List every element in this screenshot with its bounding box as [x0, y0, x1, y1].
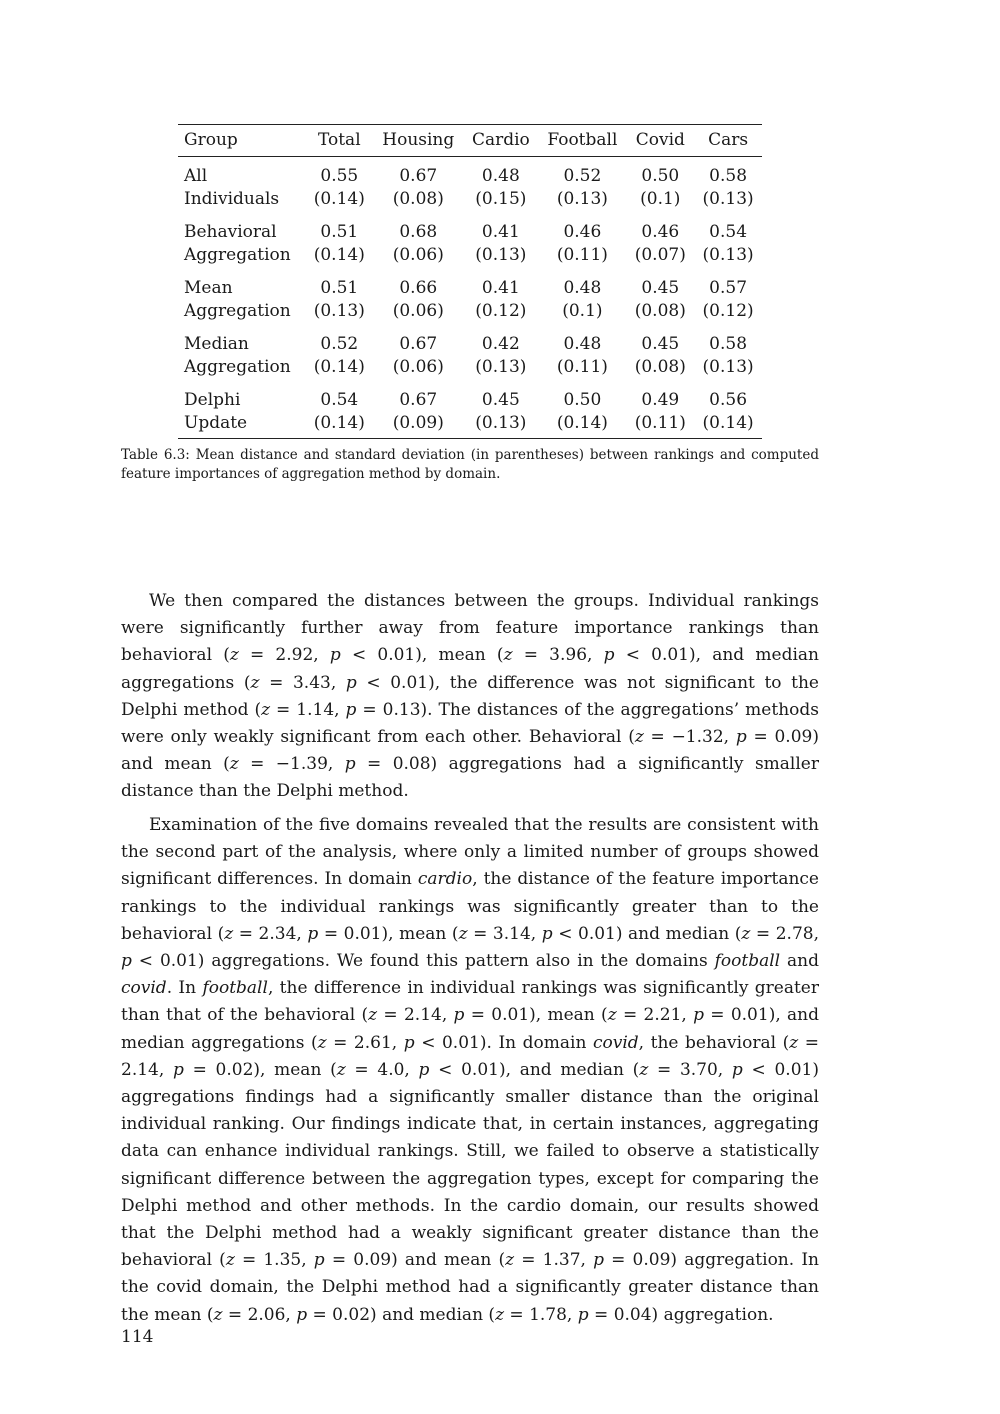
- text-run: = 2.78,: [750, 923, 819, 944]
- sd-cell: (0.12): [475, 301, 527, 321]
- italic-term: p: [121, 951, 132, 972]
- table-group: [178, 157, 762, 214]
- text-run: < 0.01) aggregations. We found this pattern also in the domains: [131, 951, 715, 972]
- text-run: = 0.02) and median (: [307, 1304, 496, 1325]
- mean-cell: 0.54: [709, 222, 748, 242]
- text-run: < 0.01). In domain: [414, 1032, 593, 1053]
- italic-term: z: [225, 1250, 235, 1271]
- italic-term: p: [541, 923, 553, 944]
- text-run: = 3.14,: [467, 923, 542, 944]
- table-row: [178, 381, 762, 412]
- row-label: Delphi: [184, 390, 241, 410]
- italic-term: p: [345, 672, 357, 693]
- sd-cell: (0.13): [702, 357, 754, 377]
- sd-cell: (0.08): [634, 357, 686, 377]
- sd-cell: (0.06): [392, 245, 444, 265]
- italic-term: p: [329, 645, 341, 666]
- text-run: = 2.06,: [222, 1304, 297, 1325]
- mean-cell: 0.57: [709, 278, 748, 298]
- text-run: < 0.01), mean (: [340, 645, 504, 666]
- mean-cell: 0.42: [481, 334, 520, 354]
- italic-term: z: [789, 1032, 799, 1053]
- sd-cell: (0.06): [392, 301, 444, 321]
- text-run: , the difference in individual rankings was significantly greater than that of the behavioral (: [121, 978, 819, 1026]
- sd-cell: (0.14): [313, 245, 365, 265]
- mean-cell: 0.56: [709, 390, 748, 410]
- row-label: Aggregation: [184, 245, 291, 265]
- text-run: , the behavioral (: [638, 1032, 790, 1053]
- sd-cell: (0.12): [702, 301, 754, 321]
- italic-term: z: [741, 923, 751, 944]
- header-cars: Cars: [694, 125, 762, 157]
- row-label: Aggregation: [184, 301, 291, 321]
- italic-term: football: [202, 978, 268, 999]
- header-covid: Covid: [626, 125, 694, 157]
- text-run: = −1.32,: [643, 727, 736, 748]
- text-run: = 0.01), mean (: [318, 923, 459, 944]
- table-row: [178, 188, 762, 213]
- text-run: < 0.01) and median (: [552, 923, 742, 944]
- italic-term: z: [634, 727, 644, 748]
- text-run: = 1.35,: [234, 1250, 314, 1271]
- text-run: = 0.13). The distances of the aggregations’ methods were only weakly significant from each other. Behavioral (: [121, 699, 819, 748]
- text-run: = 1.14,: [270, 699, 346, 720]
- sd-cell: (0.1): [640, 189, 681, 209]
- mean-cell: 0.66: [399, 278, 438, 298]
- table-row: [178, 325, 762, 356]
- text-run: = 0.09) and mean (: [121, 727, 819, 775]
- italic-term: p: [735, 727, 747, 748]
- italic-term: z: [317, 1032, 327, 1053]
- mean-cell: 0.45: [641, 334, 680, 354]
- italic-term: z: [224, 923, 234, 944]
- italic-term: covid: [121, 978, 167, 999]
- mean-cell: 0.45: [481, 390, 520, 410]
- sd-cell: (0.15): [475, 189, 527, 209]
- text-run: = 3.70,: [648, 1059, 732, 1080]
- sd-cell: (0.06): [392, 357, 444, 377]
- text-run: = 2.34,: [233, 923, 308, 944]
- text-run: = 2.61,: [326, 1032, 404, 1053]
- sd-cell: (0.14): [313, 413, 365, 433]
- text-run: = 3.96,: [512, 645, 604, 666]
- text-run: . In: [166, 978, 203, 999]
- italic-term: p: [593, 1250, 604, 1271]
- row-label: All: [184, 166, 208, 186]
- mean-cell: 0.48: [563, 278, 602, 298]
- table-row: [178, 356, 762, 381]
- text-run: = 0.09) and mean (: [324, 1250, 506, 1271]
- sd-cell: (0.13): [475, 245, 527, 265]
- text-run: < 0.01) aggregations findings had a significantly smaller distance than the original individual ranking. Our findings indicate that, in certain instances, aggregating data can enhance individual rankings. Still, we failed to observe a statistically significant difference between the aggregation types, except for comparing the Delphi method and other methods. In the cardio domain, our results showed that the Delphi method had a weakly significant greater distance than the behavioral (: [121, 1059, 819, 1271]
- table-row: [178, 157, 762, 189]
- header-cardio: Cardio: [463, 125, 538, 157]
- results-table: [178, 124, 762, 439]
- mean-cell: 0.48: [481, 166, 520, 186]
- italic-term: p: [731, 1059, 743, 1080]
- sd-cell: (0.13): [475, 357, 527, 377]
- sd-cell: (0.08): [634, 301, 686, 321]
- mean-cell: 0.67: [399, 166, 438, 186]
- row-label: Aggregation: [184, 357, 291, 377]
- italic-term: p: [307, 923, 319, 944]
- italic-term: p: [418, 1059, 430, 1080]
- italic-term: z: [213, 1304, 223, 1325]
- italic-term: p: [453, 1005, 465, 1026]
- table-header-row: [178, 125, 762, 157]
- text-run: , the distance of the feature importance rankings to the individual rankings was significantly greater than to the behavioral (: [121, 869, 819, 944]
- sd-cell: (0.07): [634, 245, 686, 265]
- mean-cell: 0.50: [641, 166, 680, 186]
- italic-term: z: [261, 699, 271, 720]
- mean-cell: 0.49: [641, 390, 680, 410]
- header-total: Total: [305, 125, 373, 157]
- header-housing: Housing: [373, 125, 463, 157]
- mean-cell: 0.41: [481, 278, 520, 298]
- italic-term: z: [368, 1005, 378, 1026]
- text-run: = 0.02), mean (: [183, 1059, 337, 1080]
- mean-cell: 0.46: [641, 222, 680, 242]
- page-number: 114: [121, 1327, 154, 1347]
- italic-term: z: [503, 645, 513, 666]
- sd-cell: (0.11): [556, 357, 608, 377]
- text-run: = 4.0,: [345, 1059, 419, 1080]
- text-run: < 0.01), and median aggregations (: [121, 645, 819, 693]
- mean-cell: 0.67: [399, 390, 438, 410]
- italic-term: z: [639, 1059, 649, 1080]
- mean-cell: 0.41: [481, 222, 520, 242]
- sd-cell: (0.13): [702, 189, 754, 209]
- row-label: Individuals: [184, 189, 280, 209]
- sd-cell: (0.13): [556, 189, 608, 209]
- text-run: = 2.92,: [238, 645, 330, 666]
- sd-cell: (0.14): [313, 189, 365, 209]
- italic-term: football: [714, 951, 781, 972]
- table-row: [178, 300, 762, 325]
- sd-cell: (0.14): [702, 413, 754, 433]
- text-run: = 0.01), mean (: [464, 1005, 608, 1026]
- italic-term: p: [403, 1032, 415, 1053]
- mean-cell: 0.50: [563, 390, 602, 410]
- mean-cell: 0.51: [320, 222, 359, 242]
- text-run: = 3.43,: [259, 672, 346, 693]
- text-run: = 1.37,: [514, 1250, 594, 1271]
- italic-term: covid: [592, 1032, 639, 1053]
- mean-cell: 0.48: [563, 334, 602, 354]
- text-run: = 1.78,: [504, 1304, 578, 1325]
- row-label: Update: [184, 413, 248, 433]
- sd-cell: (0.13): [475, 413, 527, 433]
- italic-term: p: [313, 1250, 325, 1271]
- sd-cell: (0.13): [702, 245, 754, 265]
- italic-term: z: [607, 1005, 617, 1026]
- sd-cell: (0.14): [313, 357, 365, 377]
- mean-cell: 0.55: [320, 166, 359, 186]
- text-run: = 2.21,: [616, 1005, 694, 1026]
- body-paragraph-2: [121, 812, 819, 1329]
- row-label: Median: [184, 334, 249, 354]
- sd-cell: (0.1): [562, 301, 603, 321]
- row-label: Behavioral: [184, 222, 277, 242]
- row-label: Mean: [184, 278, 233, 298]
- table-group: [178, 381, 762, 439]
- italic-term: p: [693, 1005, 704, 1026]
- mean-cell: 0.58: [709, 166, 748, 186]
- text-run: = −1.39,: [238, 754, 345, 775]
- text-run: < 0.01), the difference was not significant to the Delphi method (: [121, 672, 819, 720]
- body-paragraph-1: [121, 588, 819, 806]
- text-run: Examination of the five domains revealed that the results are consistent with the second part of the analysis, where only a limited number of groups showed significant differences. In domain: [121, 815, 819, 890]
- mean-cell: 0.68: [399, 222, 438, 242]
- sd-cell: (0.11): [634, 413, 686, 433]
- sd-cell: (0.13): [313, 301, 365, 321]
- mean-cell: 0.58: [709, 334, 748, 354]
- sd-cell: (0.08): [392, 189, 444, 209]
- italic-term: p: [603, 645, 615, 666]
- italic-term: z: [458, 923, 468, 944]
- text-run: = 0.09) aggregation. In the covid domain, the Delphi method had a significantly greater distance than the mean (: [121, 1250, 819, 1325]
- italic-term: z: [505, 1250, 515, 1271]
- italic-term: z: [229, 645, 239, 666]
- sd-cell: (0.14): [556, 413, 608, 433]
- mean-cell: 0.46: [563, 222, 602, 242]
- text-run: = 0.01), and median aggregations (: [121, 1005, 819, 1053]
- text-run: and: [780, 951, 819, 972]
- table-row: [178, 244, 762, 269]
- italic-term: p: [345, 699, 357, 720]
- table-group: [178, 325, 762, 381]
- text-run: = 0.08) aggregations had a significantly smaller distance than the Delphi method.: [121, 754, 819, 802]
- text-run: = 0.04) aggregation.: [588, 1304, 774, 1325]
- italic-term: p: [344, 754, 356, 775]
- italic-term: z: [229, 754, 239, 775]
- italic-term: z: [250, 672, 260, 693]
- table-row: [178, 213, 762, 244]
- italic-term: p: [577, 1304, 589, 1325]
- text-run: = 2.14,: [377, 1005, 454, 1026]
- mean-cell: 0.51: [320, 278, 359, 298]
- italic-term: cardio: [417, 869, 473, 890]
- table-row: [178, 269, 762, 300]
- sd-cell: (0.09): [392, 413, 444, 433]
- mean-cell: 0.52: [320, 334, 359, 354]
- text-run: < 0.01), and median (: [429, 1059, 640, 1080]
- text-run: = 2.14,: [121, 1032, 819, 1080]
- italic-term: p: [296, 1304, 308, 1325]
- italic-term: z: [495, 1304, 505, 1325]
- mean-cell: 0.54: [320, 390, 359, 410]
- table-caption: Table 6.3: Mean distance and standard deviation (in parentheses) between rankings and computed feature importances of aggregation method by domain.: [121, 447, 819, 482]
- header-group: Group: [178, 125, 305, 157]
- mean-cell: 0.52: [563, 166, 602, 186]
- table-row: [178, 412, 762, 439]
- mean-cell: 0.45: [641, 278, 680, 298]
- italic-term: z: [336, 1059, 346, 1080]
- header-football: Football: [538, 125, 626, 157]
- sd-cell: (0.11): [556, 245, 608, 265]
- table-group: [178, 269, 762, 325]
- table-group: [178, 213, 762, 269]
- italic-term: p: [172, 1059, 184, 1080]
- mean-cell: 0.67: [399, 334, 438, 354]
- text-run: We then compared the distances between the groups. Individual rankings were significantly further away from feature importance rankings than behavioral (: [121, 591, 819, 666]
